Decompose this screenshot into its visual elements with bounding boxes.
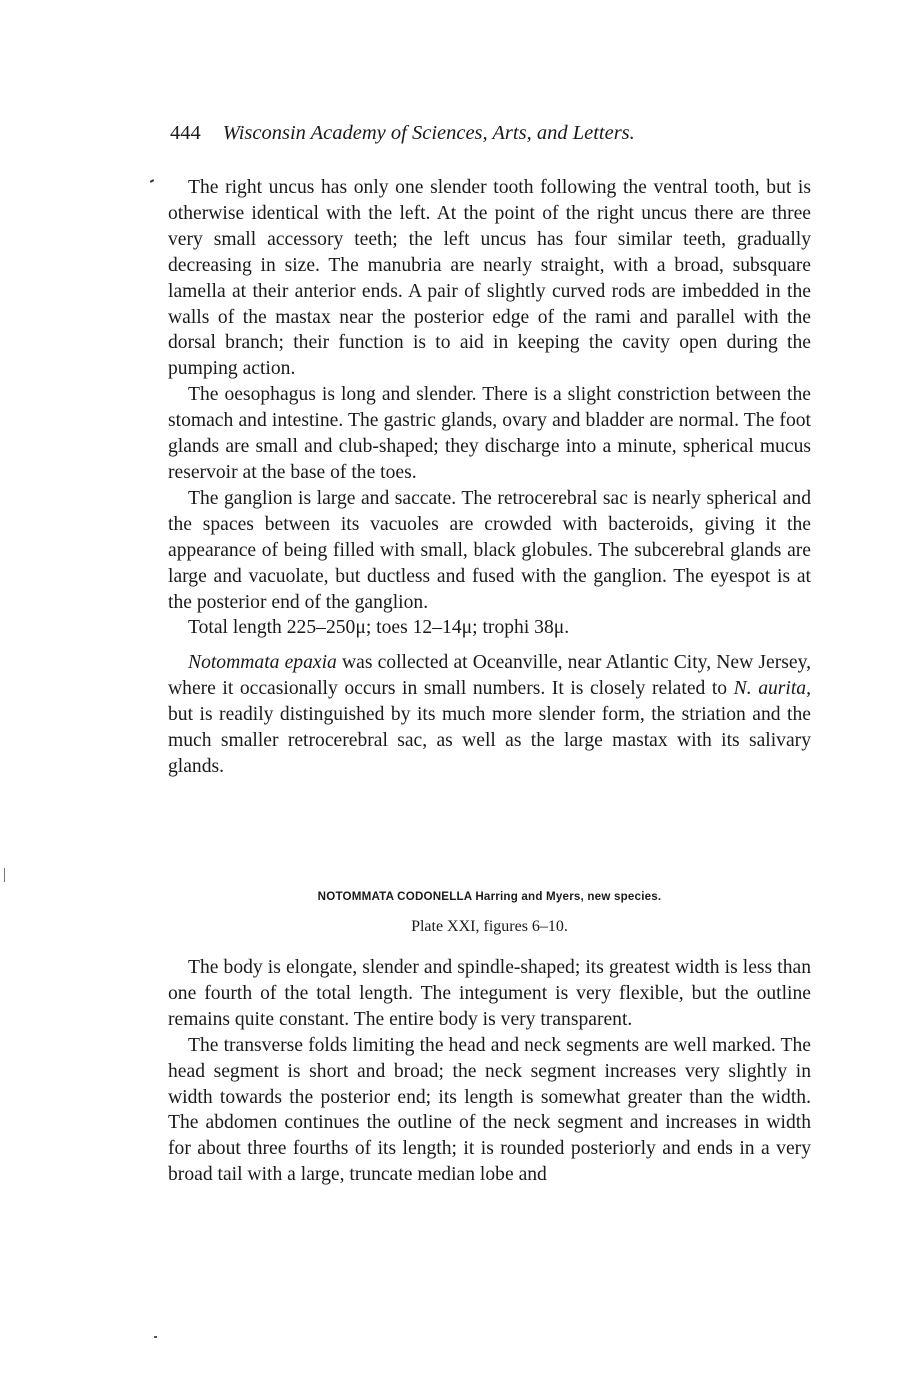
- paragraph-measurements: Total length 225–250μ; toes 12–14μ; trophi 38μ.: [188, 617, 570, 639]
- species-name: Notommata epaxia: [188, 652, 337, 674]
- plate-reference: Plate XXI, figures 6–10.: [411, 918, 568, 935]
- species-heading: NOTOMMATA CODONELLA Harring and Myers, new species.: [317, 890, 662, 903]
- paragraph-trophi: The right uncus has only one slender tooth following the ventral tooth, but is otherwise identical with the left. At the point of the right uncus there are three very small accessory teeth; the left uncus has four similar teeth, gradually decreasing in size. The manubria are nearly straight, with a broad, subsquare lamella at their anterior ends. A pair of slightly curved rods are imbedded in the walls of the mastax near the posterior edge of the rami and parallel with the dorsal branch; their function is to aid in keeping the cavity open during the pumping action.: [168, 177, 811, 380]
- paragraph-ganglion: The ganglion is large and saccate. The retrocerebral sac is nearly spherical and the spaces between its vacuoles are crowded with bacteroids, giving it the appearance of being filled with small, black globules. The subcerebral glands are large and vacuolate, but ductless and fused with the ganglion. The eyespot is at the posterior end of the ganglion.: [168, 487, 811, 613]
- body-text-lower: [168, 955, 811, 1188]
- page-number: 444: [170, 122, 201, 144]
- related-species-name: N. aurita,: [733, 678, 811, 700]
- margin-tick-mark: [150, 179, 154, 183]
- margin-dot-mark: [154, 1336, 157, 1338]
- margin-edge-mark: [4, 868, 5, 882]
- paragraph-oesophagus: The oesophagus is long and slender. There is a slight constriction between the stomach and intestine. The gastric glands, ovary and bladder are normal. The foot glands are small and club-shaped; they discharge into a minute, spherical mucus reservoir at the base of the toes.: [168, 384, 811, 483]
- running-title: Wisconsin Academy of Sciences, Arts, and Letters.: [222, 122, 635, 144]
- running-header: [170, 120, 810, 146]
- body-text-upper: [168, 175, 811, 780]
- distribution-text-2: but is readily distinguished by its much more slender form, the striation and the much smaller retrocerebral sac, as well as the large mastax with its salivary glands.: [168, 704, 811, 777]
- distribution-text-1: was collected at Oceanville, near Atlantic City, New Jersey, where it occasionally occurs in small numbers. It is closely related to: [168, 652, 811, 700]
- paragraph-body-shape: The body is elongate, slender and spindle-shaped; its greatest width is less than one fourth of the total length. The integument is very flexible, but the outline remains quite constant. The entire body is very transparent.: [168, 957, 811, 1030]
- paragraph-segments: The transverse folds limiting the head and neck segments are well marked. The head segment is short and broad; the neck segment increases very slightly in width towards the posterior end; its length is somewhat greater than the width. The abdomen continues the outline of the neck segment and increases in width for about three fourths of its length; it is rounded posteriorly and ends in a very broad tail with a large, truncate median lobe and: [168, 1034, 811, 1186]
- paragraph-distribution: [168, 650, 811, 780]
